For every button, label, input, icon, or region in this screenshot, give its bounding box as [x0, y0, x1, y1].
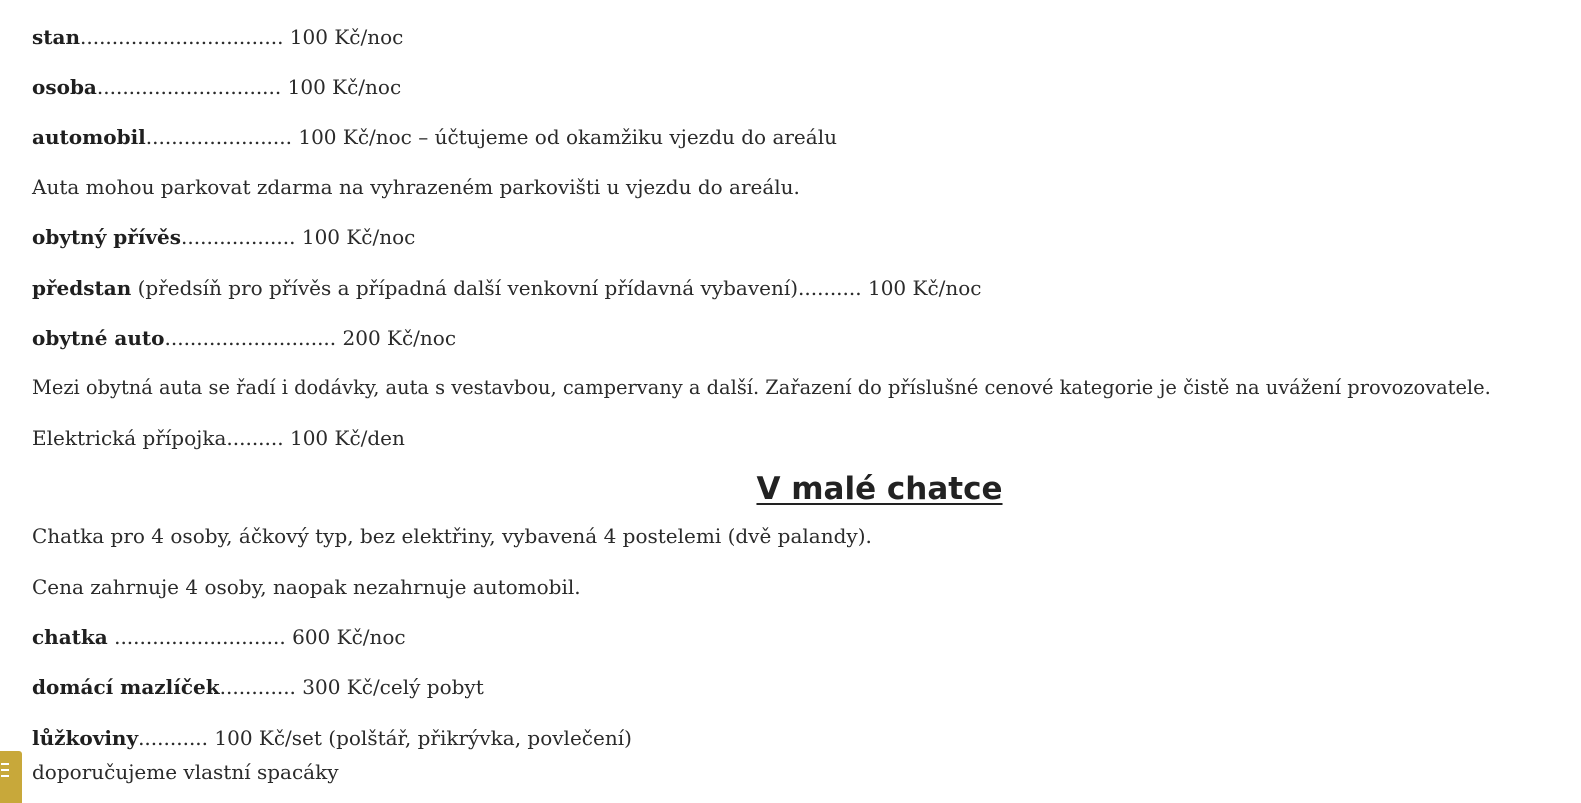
price-value: .................. 100 Kč/noc [181, 225, 416, 249]
price-label: obytné auto [32, 326, 165, 350]
price-value: ............ 300 Kč/celý pobyt [219, 675, 484, 699]
price-value: (předsíň pro přívěs a případná další venkovní přídavná vybavení).......... 100 Kč/noc [131, 276, 982, 300]
price-label: lůžkoviny [32, 726, 139, 750]
price-label: chatka [32, 625, 108, 649]
price-label: osoba [32, 75, 97, 99]
price-row-osoba [32, 75, 401, 99]
price-value: ........................... 600 Kč/noc [107, 625, 406, 649]
price-row-stan [32, 25, 403, 49]
electric-hookup-price: Elektrická přípojka......... 100 Kč/den [32, 426, 405, 450]
price-label: domácí mazlíček [32, 675, 220, 699]
price-row-automobil [32, 125, 837, 149]
price-label: stan [32, 25, 80, 49]
price-value: ............................. 100 Kč/noc [96, 75, 402, 99]
price-label: obytný přívěs [32, 225, 182, 249]
price-row-obytne-auto [32, 326, 456, 350]
sleeping-bag-note: doporučujeme vlastní spacáky [32, 760, 339, 784]
price-row-luzkoviny [32, 726, 632, 750]
price-row-predstan [32, 276, 982, 300]
menu-toggle-button[interactable] [0, 751, 22, 803]
menu-icon [1, 763, 9, 781]
section-heading-text: V malé chatce [756, 471, 1003, 507]
price-label: automobil [32, 125, 146, 149]
parking-note: Auta mohou parkovat zdarma na vyhrazeném parkovišti u vjezdu do areálu. [32, 175, 800, 199]
section-heading [32, 470, 1581, 508]
hut-description: Chatka pro 4 osoby, áčkový typ, bez elektřiny, vybavená 4 postelemi (dvě palandy). [32, 524, 872, 548]
price-label: předstan [32, 276, 132, 300]
price-value: ................................ 100 Kč/noc [80, 25, 404, 49]
price-value: ........... 100 Kč/set (polštář, přikrývka, povlečení) [138, 726, 632, 750]
price-value: ....................... 100 Kč/noc – účtujeme od okamžiku vjezdu do areálu [145, 125, 837, 149]
price-value: ........................... 200 Kč/noc [164, 326, 457, 350]
price-row-chatka [32, 625, 406, 649]
hut-price-note: Cena zahrnuje 4 osoby, naopak nezahrnuje automobil. [32, 575, 581, 599]
price-row-mazlicek [32, 675, 484, 699]
campervan-note: Mezi obytná auta se řadí i dodávky, auta s vestavbou, campervany a další. Zařazení do příslušné cenové kategorie je čistě na uvážení provozovatele. [32, 376, 1491, 399]
price-row-obytny-prives [32, 225, 415, 249]
